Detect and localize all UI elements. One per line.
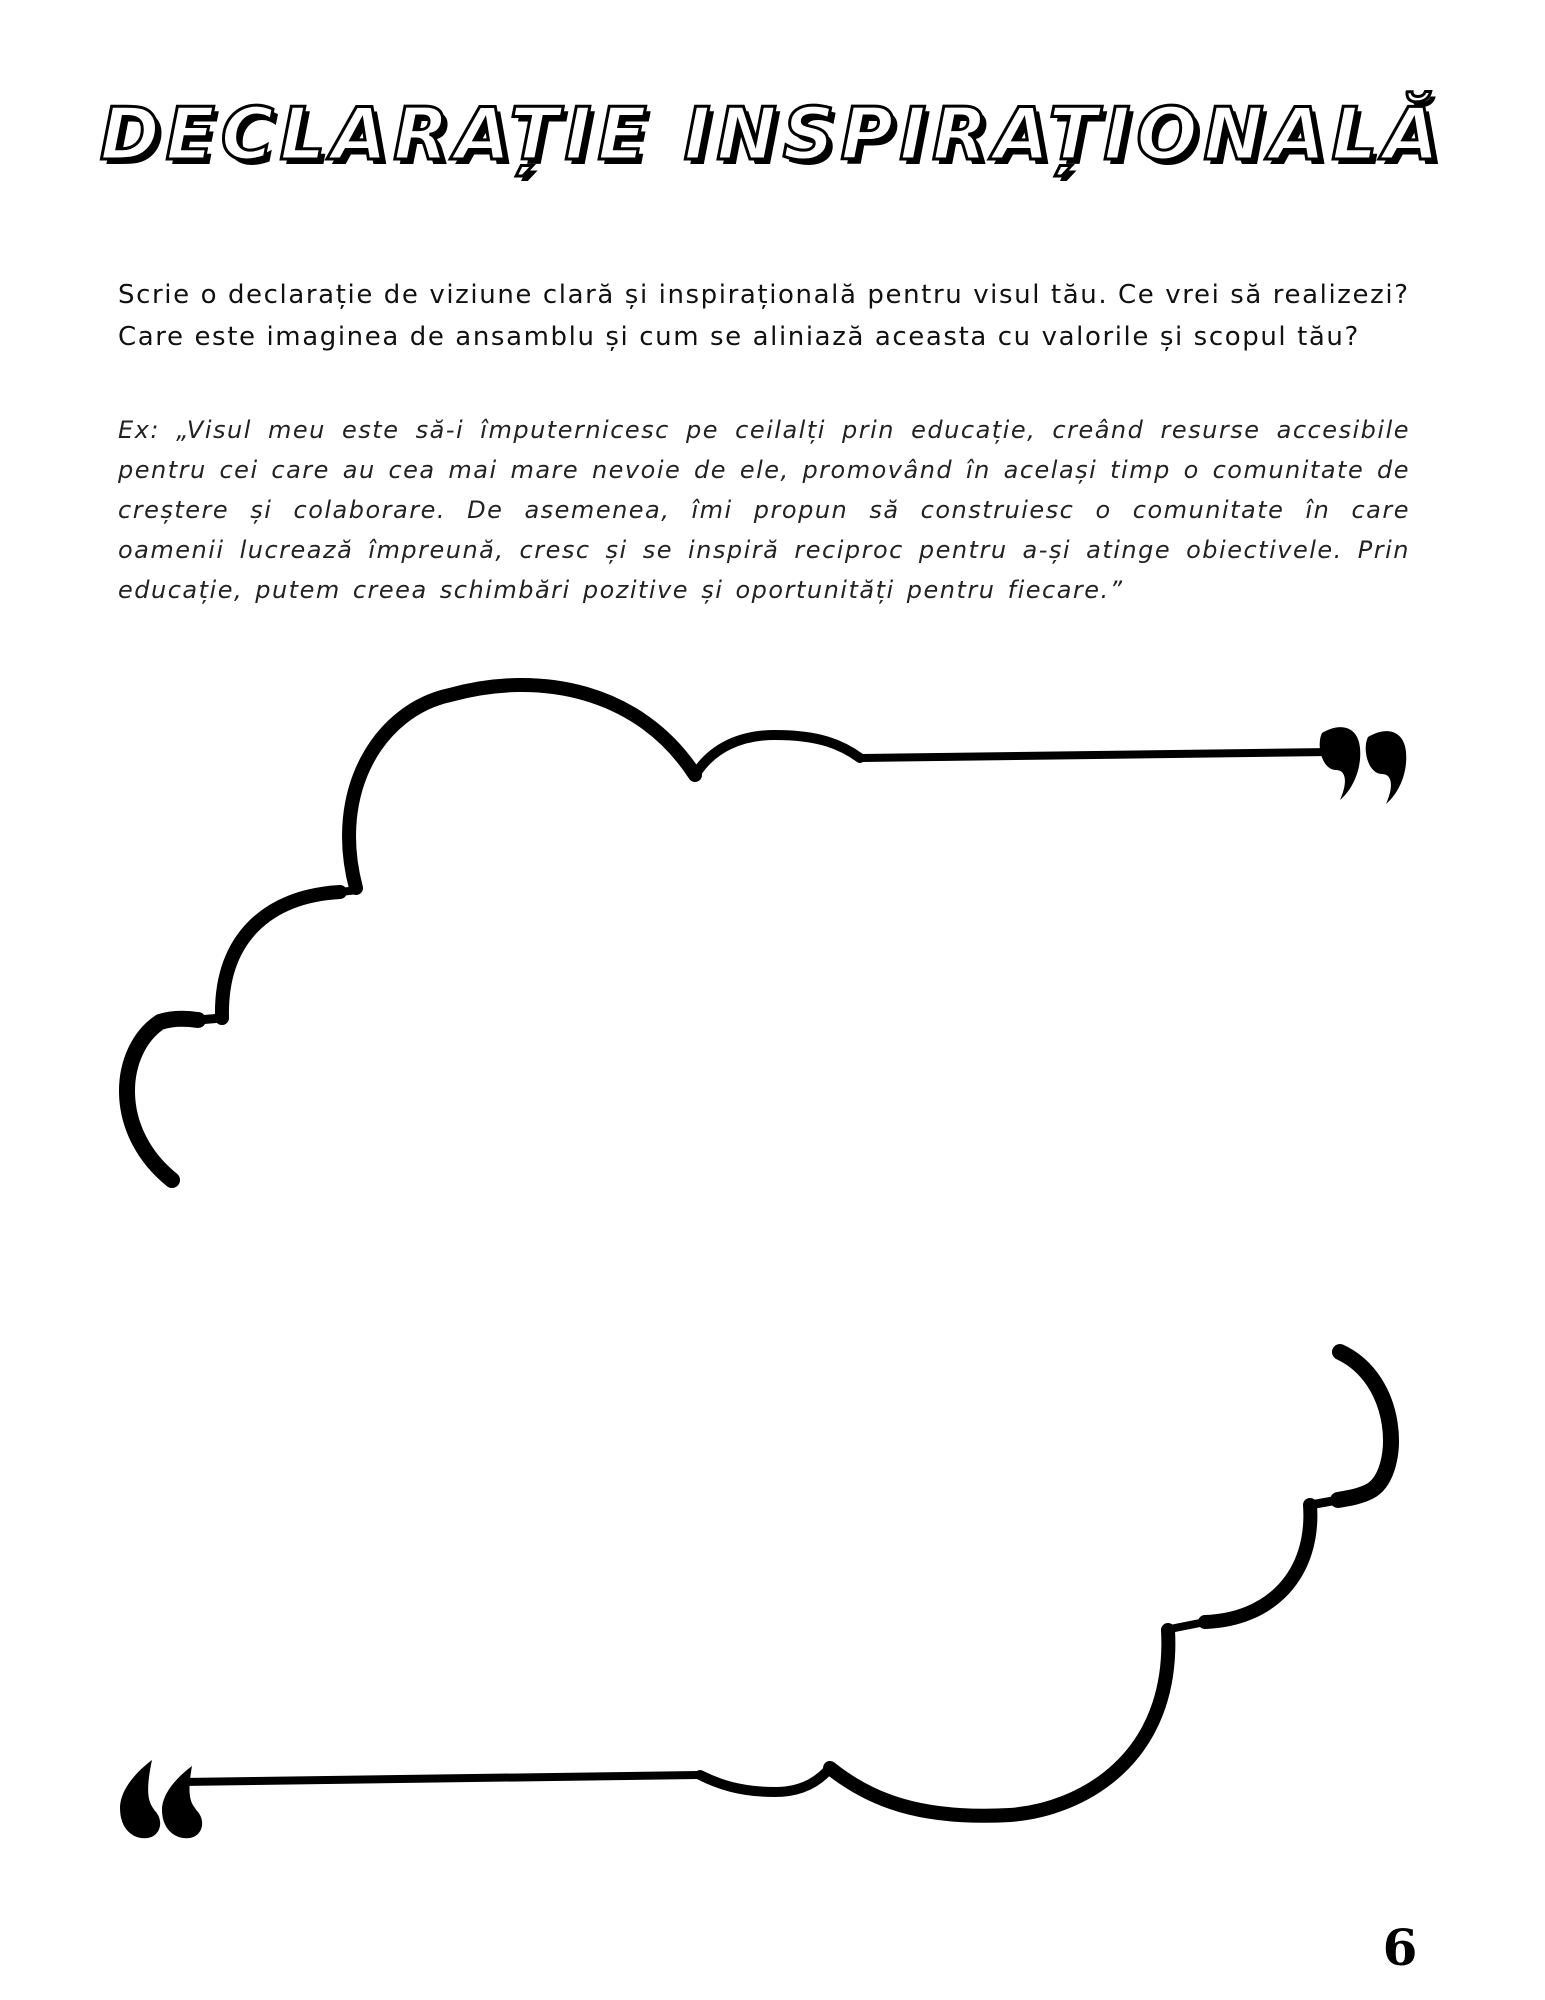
instructions-line-1: Scrie o declarație de viziune clară și inspirațională pentru visul tău. Ce vrei să realizezi?: [118, 280, 1410, 310]
cloud-big-bump-bottom: [830, 1630, 1168, 1816]
cloud-right-bracket: [1338, 1352, 1391, 1500]
opening-quote-icon: [120, 1760, 202, 1838]
example-statement: Ex: „Visul meu este să-i împuternicesc pe ceilalți prin educație, creând resurse accesibile pentru cei care au cea mai mare nevoie de ele, promovând în același timp o comunitate de creștere și colaborare. De asemenea, îmi propun să construiesc o comunitate în care oamenii lucrează împreună, cresc și se inspiră reciproc pentru a-și atinge obiectivele. Prin educație, putem creea schimbări pozitive și oportunități pentru fiecare.”: [118, 416, 1410, 604]
cloud-left-bracket: [127, 1019, 198, 1180]
instructions-line-2: Care este imaginea de ansamblu și cum se aliniază aceasta cu valorile și scopul tău?: [118, 322, 1360, 352]
cloud-big-bump: [349, 685, 695, 888]
cloud-top-line: [862, 752, 1330, 758]
cloud-small-bump-bottom: [700, 1768, 830, 1792]
closing-quote-icon: [1320, 727, 1407, 804]
page-number: 6: [1382, 1918, 1418, 1977]
page-title: DECLARAȚIE INSPIRAȚIONALĂ: [99, 92, 1446, 176]
cloud-small-bump: [695, 735, 860, 775]
cloud-bottom-line: [180, 1775, 698, 1782]
cloud-lower-bump: [222, 892, 340, 1018]
cloud-upper-bump: [1205, 1505, 1310, 1622]
cloud-frame-top: [127, 685, 1330, 1180]
cloud-frame-bottom: [180, 1352, 1391, 1816]
